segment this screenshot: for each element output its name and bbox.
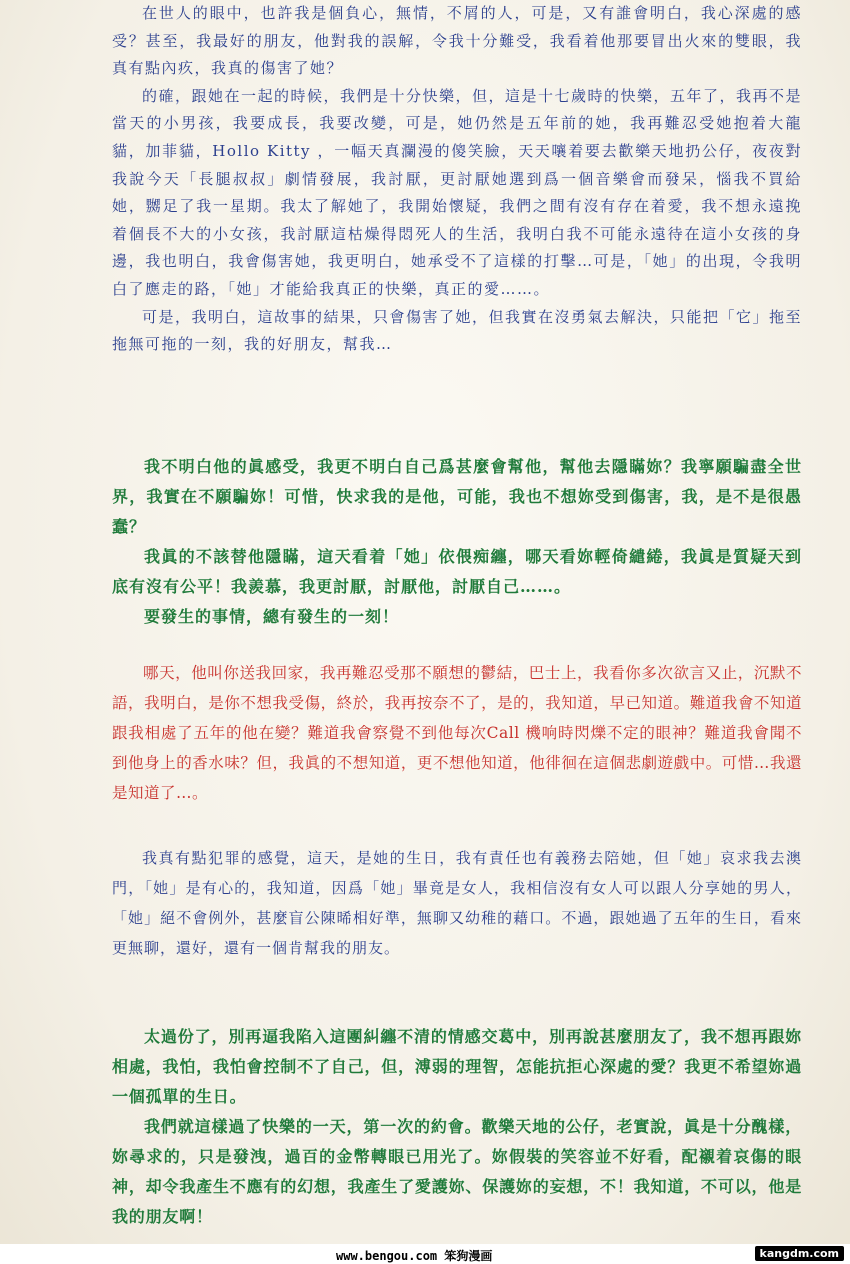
paragraph: 我不明白他的眞感受，我更不明白自己爲甚麼會幫他，幫他去隱瞞妳？我寧願騙盡全世界，我實在不願騙妳！可惜，快求我的是他，可能，我也不想妳受到傷害，我，是不是很愚蠢？ — [112, 457, 802, 536]
paragraph: 可是，我明白，這故事的結果，只會傷害了她，但我實在沒勇氣去解決，只能把「它」拖至拖無可拖的一刻，我的好朋友，幫我… — [112, 307, 803, 354]
site-badge[interactable]: kangdm.com — [755, 1246, 845, 1261]
paragraph: 我眞的不該替他隱瞞，這天看着「她」依偎痴纏，哪天看妳輕倚繾綣，我眞是質疑天到底有沒有公平！我羨慕，我更討厭，討厭他，討厭自己……。 — [112, 547, 802, 596]
paragraph: 哪天，他叫你送我回家，我再難忍受那不願想的鬱結，巴士上，我看你多次欲言又止，沉默不語，我明白，是你不想我受傷，終於，我再按奈不了，是的，我知道，早已知道。難道我會不知道跟我相處了五年的他在變？難道我會察覺不到他每次Call 機响時閃爍不定的眼神？難道我會聞不到他身上的香水味？但，我眞的不想知道，更不想他知道，他徘徊在這個悲劇遊戲中。可惜…我還是知道了…。 — [112, 664, 802, 802]
paragraph: 我真有點犯罪的感覺，這天，是她的生日，我有責任也有義務去陪她，但「她」哀求我去澳門，「她」是有心的，我知道，因爲「她」畢竟是女人，我相信沒有女人可以跟人分享她的男人，「她」絕不會例外，甚麼盲公陳晞相好準，無聊又幼稚的藉口。不過，跟她過了五年的生日，看來更無聊，還好，還有一個肯幫我的朋友。 — [112, 849, 802, 957]
paragraph: 的確，跟她在一起的時候，我們是十分快樂，但，這是十七歲時的快樂，五年了，我再不是當天的小男孩，我要成長，我要改變，可是，她仍然是五年前的她，我再難忍受她抱着大龍貓，加菲貓，Hollo Kitty ，一幅天真瀾漫的傻笑臉，天天嚷着要去歡樂天地扔公仔，夜夜對我說今天「長腿叔叔」劇情發展，我討厭，更討厭她選到爲一個音樂會而發呆，惱我不買給她，嬲足了我一星期。我太了解她了，我開始懷疑，我們之間有沒有存在着愛，我不想永遠挽着個長不大的小女孩，我討厭這枯燥得悶死人的生活，我明白我不可能永遠待在這小女孩的身邊，我也明白，我會傷害她，我更明白，她承受不了這樣的打擊…可是，「她」的出現，令我明白了應走的路，「她」才能給我真正的快樂，真正的愛……。 — [112, 86, 803, 298]
paragraph: 在世人的眼中，也許我是個負心，無情，不屑的人，可是，又有誰會明白，我心深處的感受？甚至，我最好的朋友，他對我的誤解，令我十分難受，我看着他那要冒出火來的雙眼，我真有點內疚，我真的傷害了她？ — [112, 4, 802, 78]
paragraph: 我們就這樣過了快樂的一天，第一次的約會。歡樂天地的公仔，老實說，眞是十分醜樣，妳尋求的，只是發洩，過百的金幣轉眼已用光了。妳假裝的笑容並不好看，配襯着哀傷的眼神，却令我產生不應有的幻想，我產生了愛護妳、保護妳的妄想，不！我知道，不可以，他是我的朋友啊！ — [112, 1117, 802, 1226]
paragraph: 太過份了，別再逼我陷入這團糾纏不清的情感交葛中，別再說甚麼朋友了，我不想再跟妳相處，我怕，我怕會控制不了自己，但，溥弱的理智，怎能抗拒心深處的愛？我更不希望妳過一個孤單的生日。 — [112, 1027, 802, 1106]
site-watermark[interactable]: www.bengou.com 笨狗漫画 — [336, 1249, 493, 1263]
friend-section-2 — [112, 1022, 802, 1232]
girlfriend-section — [112, 658, 802, 808]
friend-section-1 — [112, 452, 802, 632]
narrator-section-2 — [112, 843, 802, 963]
narrator-section-1 — [112, 0, 802, 359]
footer-watermark-bar — [0, 1244, 850, 1264]
paragraph: 要發生的事情，總有發生的一刻！ — [144, 607, 400, 626]
